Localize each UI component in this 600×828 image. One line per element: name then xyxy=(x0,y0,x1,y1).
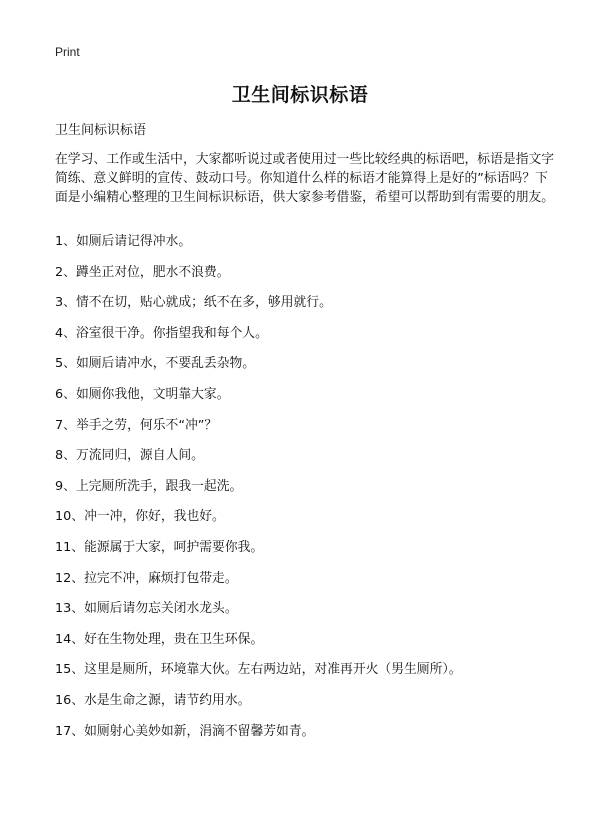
list-item: 15、这里是厕所，环境靠大伙。左右两边站，对准再开火（男生厕所）。 xyxy=(55,662,462,678)
slogan-list xyxy=(55,234,462,754)
list-item: 3、情不在切，贴心就成；纸不在多，够用就行。 xyxy=(55,295,332,311)
list-item: 4、浴室很干净。你指望我和每个人。 xyxy=(55,325,268,341)
list-item: 2、蹲坐正对位，肥水不浪费。 xyxy=(55,264,230,280)
intro-paragraph: 在学习、工作或生活中，大家都听说过或者使用过一些比较经典的标语吧，标语是指文字简练、意义鲜明的宣传、鼓动口号。你知道什么样的标语才能算得上是好的”标语吗？下面是小编精心整理的卫生间标识标语，供大家参考借鉴，希望可以帮助到有需要的朋友。 xyxy=(55,152,555,205)
page-title: 卫生间标识标语 xyxy=(231,84,369,106)
list-item: 6、如厕你我他，文明靠大家。 xyxy=(55,386,230,402)
list-item: 14、好在生物处理，贵在卫生环保。 xyxy=(55,631,264,647)
list-item: 9、上完厕所洗手，跟我一起洗。 xyxy=(55,478,243,494)
list-item: 1、如厕后请记得冲水。 xyxy=(55,234,192,249)
list-item: 7、举手之劳，何乐不“冲”？ xyxy=(55,417,218,433)
list-item: 13、如厕后请勿忘关闭水龙头。 xyxy=(55,601,238,617)
list-item: 8、万流同归，源自人间。 xyxy=(55,448,204,464)
list-item: 5、如厕后请冲水，不要乱丢杂物。 xyxy=(55,356,256,372)
list-item: 12、拉完不冲，麻烦打包带走。 xyxy=(55,570,238,586)
print-link[interactable]: Print xyxy=(55,45,80,59)
list-item: 11、能源属于大家，呵护需要你我。 xyxy=(55,539,264,555)
section-subtitle: 卫生间标识标语 xyxy=(55,123,147,138)
list-item: 16、水是生命之源，请节约用水。 xyxy=(55,692,251,708)
list-item: 10、冲一冲，你好，我也好。 xyxy=(55,509,225,525)
list-item: 17、如厕射心美妙如新，涓滴不留馨芳如青。 xyxy=(55,723,315,739)
